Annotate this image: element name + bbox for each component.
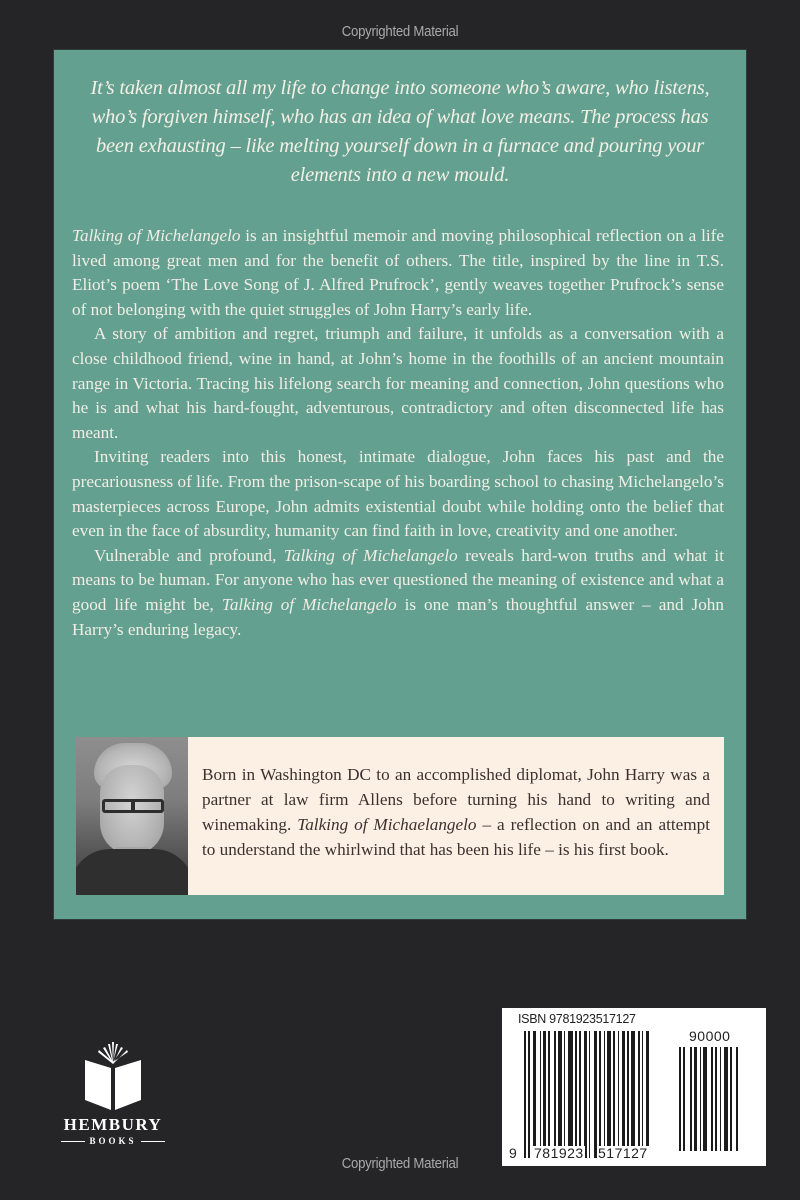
watermark-top: Copyrighted Material: [341, 23, 459, 40]
blurb-paragraph-1: Talking of Michelangelo is an insightful memoir and moving philosophical reflection on a life lived among great men and for the benefit of others. The title, inspired by the line in T.S. Eliot’s poem ‘The Love Song of J. Alfred Prufrock’, gently weaves together Prufrock’s sense of not belonging with the quiet struggles of John Harry’s early life.: [72, 226, 725, 319]
watermark-bottom: Copyrighted Material: [341, 1155, 459, 1172]
isbn-barcode: [502, 1008, 766, 1166]
barcode-bars: [524, 1031, 649, 1161]
barcode-digit-group-1: 781923: [534, 1145, 584, 1161]
pull-quote: It’s taken almost all my life to change into someone who’s aware, who listens, who’s forgiven himself, who has an idea of what love means. The process has been exhausting – like melting yourself down in a furnace and pouring your elements into a new mould.: [90, 77, 710, 186]
publisher-sub: BOOKS: [48, 1136, 178, 1146]
price-addon-label: 90000: [689, 1028, 731, 1044]
blurb: [72, 224, 724, 642]
addon-bars: [679, 1047, 738, 1151]
barcode-digit-group-2: 517127: [598, 1145, 648, 1161]
book-title: Talking of Michaelangelo: [297, 815, 477, 834]
blurb-paragraph-4: Vulnerable and profound, Talking of Michelangelo reveals hard-won truths and what it means to be human. For anyone who has ever questioned the meaning of existence and what a good life might be, Talking of Michelangelo is one man’s thoughtful answer – and John Harry’s enduring legacy.: [72, 545, 724, 639]
author-bio-box: [76, 737, 724, 895]
blurb-paragraph-3: Inviting readers into this honest, intimate dialogue, John faces his past and the precariousness of life. From the prison-scape of his boarding school to chasing Michelangelo’s masterpieces across Europe, John admits existential doubt while holding onto the belief that even in the face of absurdity, humanity can find faith in love, creativity and one another.: [72, 447, 724, 541]
author-bio-text: Born in Washington DC to an accomplished diplomat, John Harry was a partner at law firm Allens before turning his hand to writing and winemaking. Talking of Michaelangelo – a reflection on and an attempt to understand the whirlwind that has been his life – is his first book.: [202, 765, 711, 859]
open-book-icon: [81, 1040, 145, 1112]
blurb-paragraph-2: A story of ambition and regret, triumph and failure, it unfolds as a conversation with a close childhood friend, wine in hand, at John’s home in the foothills of an ancient mountain range in Victoria. Tracing his lifelong search for meaning and connection, John questions who he is and what his hard-fought, adventurous, contradictory and often disconnected life has meant.: [72, 324, 724, 442]
book-title: Talking of Michelangelo: [72, 226, 241, 245]
back-cover-panel: [54, 50, 746, 919]
author-photo: [76, 737, 188, 895]
publisher-logo: [48, 1040, 178, 1165]
publisher-name: HEMBURY: [63, 1115, 163, 1134]
barcode-digit-first: 9: [509, 1145, 518, 1161]
book-title: Talking of Michelangelo: [283, 545, 458, 565]
isbn-label: ISBN 9781923517127: [518, 1012, 636, 1026]
book-title: Talking of Michelangelo: [221, 594, 397, 614]
